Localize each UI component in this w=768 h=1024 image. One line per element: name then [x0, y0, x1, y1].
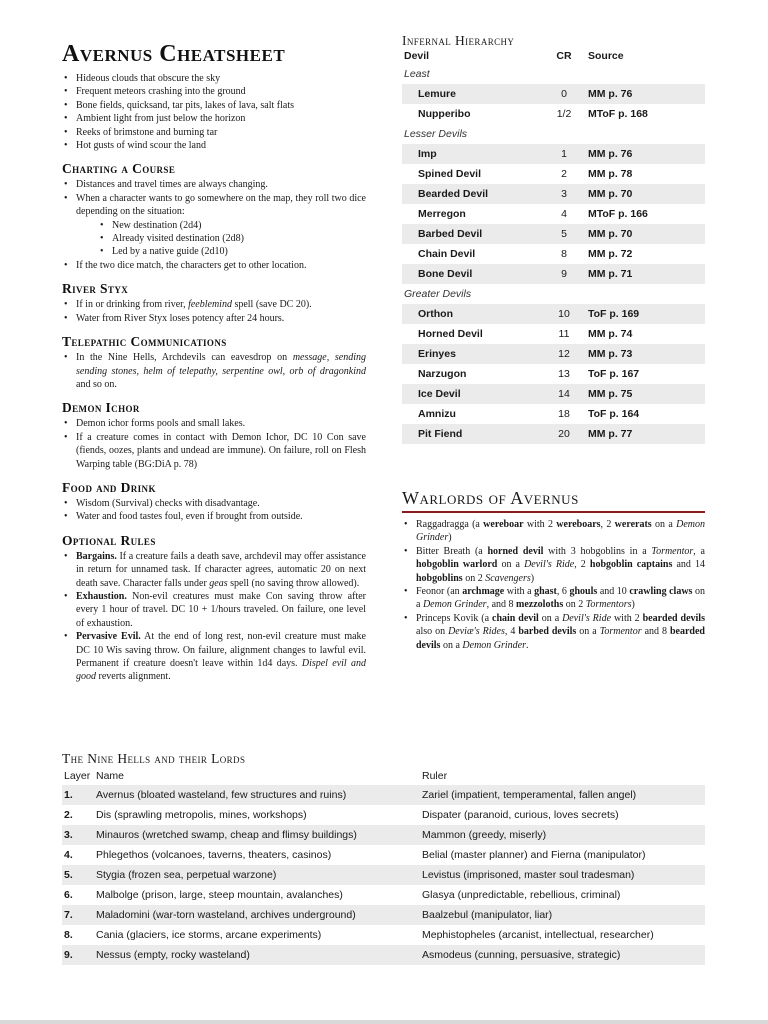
layer-ruler: Baalzebul (manipulator, liar)	[422, 909, 553, 921]
layer-ruler: Mephistopheles (arcanist, intellectual, researcher)	[422, 929, 654, 941]
devil-source: MM p. 70	[588, 188, 633, 200]
section-title-optional: Optional Rules	[62, 532, 156, 548]
text-span: , 2	[574, 559, 590, 571]
section-title-telepathic: Telepathic Communications	[62, 334, 227, 350]
vehicle: Demon Grinder	[462, 639, 527, 651]
infernal-hierarchy-table	[402, 34, 705, 444]
devil-cr: 5	[561, 228, 567, 240]
devil-name: Amnizu	[418, 408, 456, 420]
creature: hobgoblin warlord	[416, 559, 498, 571]
column-header-layer: Layer	[64, 770, 91, 782]
table-row	[62, 885, 705, 905]
creature: crawling claws	[629, 586, 693, 598]
layer-number: 6.	[64, 889, 73, 901]
layer-name: Minauros (wretched swamp, cheap and flimsy buildings)	[96, 829, 357, 841]
vehicle: Tormentor	[599, 626, 642, 638]
list-item	[402, 612, 705, 652]
devil-cr: 1/2	[556, 108, 572, 120]
table-row	[402, 84, 705, 104]
text-span: on a	[416, 586, 705, 611]
text-span: Raggadragga (a	[416, 519, 484, 530]
layer-number: 9.	[64, 949, 73, 961]
devil-cr: 14	[558, 388, 570, 400]
devil-source: MM p. 78	[588, 168, 633, 180]
table-row	[62, 865, 705, 885]
layer-name: Nessus (empty, rocky wasteland)	[96, 949, 250, 961]
text-span: on a	[538, 612, 563, 624]
list-item	[402, 585, 705, 612]
text-span: with 2	[523, 519, 557, 530]
list-item: • Demon ichor forms pools and small lakes.	[62, 417, 366, 430]
table-row	[62, 945, 705, 965]
creature: wereboars	[556, 519, 601, 530]
table-row	[402, 364, 705, 384]
text-span: and 8	[641, 626, 670, 638]
text-span: In the Nine Hells, Archdevils can eavesdrop on	[76, 352, 293, 364]
list-item: • Bone fields, quicksand, tar pits, lakes of lava, salt flats	[62, 99, 366, 112]
text-span: )	[631, 599, 635, 611]
devil-name: Horned Devil	[418, 328, 483, 340]
intro-list	[62, 72, 366, 152]
layer-ruler: Belial (master planner) and Fierna (manipulator)	[422, 849, 646, 861]
layer-ruler: Levistus (imprisoned, master soul tradesman)	[422, 869, 635, 881]
list-item: • Distances and travel times are always changing.	[62, 178, 366, 191]
list-item: • Ambient light from just below the horizon	[62, 112, 366, 125]
table-row	[402, 244, 705, 264]
table-row	[402, 424, 705, 444]
text-span: spell (no saving throw allowed).	[227, 577, 360, 589]
table-row	[62, 845, 705, 865]
devil-cr: 9	[561, 268, 567, 280]
devil-cr: 0	[561, 88, 567, 100]
category-label: Lesser Devils	[404, 128, 468, 140]
vehicle: Demon Grinder	[416, 519, 705, 544]
layer-name: Avernus (bloated wasteland, few structures and ruins)	[96, 789, 347, 801]
text-span: , a	[693, 545, 705, 557]
vehicle: Devil's Ride	[524, 559, 575, 571]
text-span: )	[530, 572, 535, 584]
page-title: Avernus Cheatsheet	[62, 41, 286, 67]
text-span: Feonor (an	[416, 586, 463, 598]
layer-number: 4.	[64, 849, 73, 861]
table-row	[402, 224, 705, 244]
item-names: message, sending sending stones, helm of telepathy, serpentine owl, orb of dragonkind	[76, 352, 366, 377]
devil-cr: 11	[558, 328, 570, 340]
creature: ghast	[534, 586, 557, 598]
column-header-name: Name	[96, 770, 125, 782]
text-span: , 2	[600, 519, 615, 530]
ichor-list	[62, 417, 366, 471]
devil-source: MM p. 77	[588, 428, 633, 440]
dice-sublist	[98, 219, 366, 259]
styx-list	[62, 298, 366, 325]
creature: hobgoblins	[416, 572, 463, 584]
text-span: spell (save DC 20).	[231, 299, 312, 311]
creature: bearded devils	[416, 626, 705, 651]
spell-name: Dispel evil and good	[76, 658, 366, 683]
vehicle: Scavengers	[485, 572, 531, 584]
telepathic-list	[62, 351, 366, 391]
devil-source: MM p. 76	[588, 88, 633, 100]
layer-name: Dis (sprawling metropolis, mines, workshops)	[96, 809, 307, 821]
table-row	[402, 404, 705, 424]
rule-label: Bargains.	[76, 550, 117, 562]
table-body	[62, 785, 705, 965]
creature: hobgoblin captains	[589, 559, 673, 571]
list-item: • If a creature comes in contact with Demon Ichor, DC 10 Con save (fiends, oozes, plants and undead are immune). On failure, roll on Flesh Warping table (BG:DiA p. 78)	[62, 431, 366, 471]
table-row	[402, 164, 705, 184]
devil-source: MM p. 73	[588, 348, 633, 360]
food-list	[62, 497, 366, 524]
sub-list-item: • New destination (2d4)	[98, 219, 366, 232]
devil-cr: 2	[561, 168, 567, 180]
list-item: • Frequent meteors crashing into the ground	[62, 85, 366, 98]
text-span: on a	[497, 559, 525, 571]
layer-ruler: Asmodeus (cunning, persuasive, strategic)	[422, 949, 621, 961]
text-span: on a	[651, 519, 677, 530]
list-item: • Reeks of brimstone and burning tar	[62, 126, 366, 139]
text-span: with 3 hobgoblins in a	[543, 545, 652, 557]
category-label: Least	[404, 68, 430, 80]
text-span: with a	[504, 586, 535, 598]
devil-name: Ice Devil	[418, 388, 461, 400]
text-span: )	[448, 532, 452, 544]
table-row	[402, 264, 705, 284]
text-span: on a	[440, 639, 463, 651]
devil-cr: 20	[558, 428, 570, 440]
category-label: Greater Devils	[404, 288, 472, 300]
devil-source: MToF p. 168	[588, 108, 648, 120]
devil-name: Narzugon	[418, 368, 467, 380]
devil-name: Nupperibo	[418, 108, 471, 120]
list-item	[402, 518, 705, 545]
table-row	[402, 304, 705, 324]
rule-label: Pervasive Evil.	[76, 631, 141, 643]
layer-ruler: Dispater (paranoid, curious, loves secrets)	[422, 809, 619, 821]
devil-source: ToF p. 164	[588, 408, 640, 420]
devil-name: Erinyes	[418, 348, 456, 360]
column-header-devil: Devil	[404, 50, 430, 62]
text-span: and 14	[672, 559, 705, 571]
text-span: If a creature fails a death save, archdevil may offer assistance in return for unnamed task. If character agrees, automatic 20 on next death save. Character falls under	[76, 550, 366, 589]
devil-cr: 1	[561, 148, 567, 160]
devil-source: ToF p. 167	[588, 368, 640, 380]
table-row	[402, 324, 705, 344]
devil-name: Chain Devil	[418, 248, 476, 260]
devil-name: Pit Fiend	[418, 428, 463, 440]
warlords-section	[402, 487, 705, 652]
list-item	[62, 298, 366, 311]
table-row	[402, 184, 705, 204]
layer-name: Maladomini (war-torn wasteland, archives underground)	[96, 909, 356, 921]
section-title-styx: River Styx	[62, 281, 129, 297]
layer-number: 5.	[64, 869, 73, 881]
creature: mezzoloths	[516, 599, 564, 611]
section-title-food: Food and Drink	[62, 479, 156, 495]
table-row	[62, 785, 705, 805]
category-row	[402, 124, 705, 144]
creature: wereboar	[483, 519, 524, 530]
column-header-ruler: Ruler	[422, 770, 448, 782]
table-body	[402, 64, 705, 444]
spell-name: feeblemind	[188, 299, 232, 311]
category-row	[402, 284, 705, 304]
text-span: on 2	[563, 599, 586, 611]
devil-source: MM p. 72	[588, 248, 633, 260]
table-title: The Nine Hells and their Lords	[62, 751, 246, 766]
layer-name: Stygia (frozen sea, perpetual warzone)	[96, 869, 277, 881]
text-span: and so on.	[76, 378, 117, 390]
table-row	[62, 925, 705, 945]
list-item: • Water and food tastes foul, even if brought from outside.	[62, 510, 366, 523]
text-span: .	[526, 639, 529, 651]
layer-ruler: Mammon (greedy, miserly)	[422, 829, 547, 841]
text-span: on 2	[462, 572, 486, 584]
table-row	[402, 204, 705, 224]
vehicle: Devil's Ride	[562, 612, 612, 624]
text-span: reverts alignment.	[96, 671, 171, 683]
devil-name: Lemure	[418, 88, 456, 100]
spell-name: geas	[209, 577, 228, 589]
devil-source: MM p. 76	[588, 148, 633, 160]
list-item-text: When a character wants to go somewhere on the map, they roll two dice depending on the situation:	[76, 192, 366, 218]
list-item: • Wisdom (Survival) checks with disadvantage.	[62, 497, 366, 510]
creature: archmage	[462, 586, 505, 598]
text-span: on a	[576, 626, 600, 638]
devil-name: Merregon	[418, 208, 466, 220]
page-bottom-edge	[0, 1020, 768, 1024]
table-row	[62, 905, 705, 925]
creature: bearded devils	[642, 612, 705, 624]
devil-name: Imp	[418, 148, 437, 160]
text-span: Non-evil creatures must make Con saving throw after every 1 hour of travel. DC 10 + 1/hours traveled. On failure, one level of exhaustion.	[76, 590, 366, 629]
sub-list-item: • Led by a native guide (2d10)	[98, 245, 366, 258]
devil-source: MM p. 74	[588, 328, 633, 340]
text-span: , 4	[504, 626, 519, 638]
table-header-row	[402, 48, 705, 64]
vehicle: Tormentors	[585, 599, 632, 611]
list-item	[62, 351, 366, 391]
creature: wererats	[614, 519, 652, 530]
table-row	[402, 144, 705, 164]
text-span: and 10	[597, 586, 630, 598]
text-span: If in or drinking from river,	[76, 299, 189, 311]
text-span: also on	[416, 626, 449, 638]
list-item: • If the two dice match, the characters get to other location.	[62, 259, 366, 272]
devil-cr: 12	[558, 348, 570, 360]
table-title: Infernal Hierarchy	[402, 33, 515, 48]
table-row	[62, 805, 705, 825]
column-header-source: Source	[588, 50, 624, 62]
vehicle: Deviæ's Rides	[448, 626, 505, 638]
text-span: with 2	[611, 612, 643, 624]
vehicle: Demon Grinder	[422, 599, 487, 611]
text-span: Princeps Kovik (a	[416, 612, 492, 624]
column-header-cr: CR	[556, 50, 572, 62]
section-title-charting: Charting a Course	[62, 161, 176, 177]
layer-name: Phlegethos (volcanoes, taverns, theaters, casinos)	[96, 849, 332, 861]
text-span: , 6	[556, 586, 570, 598]
devil-source: MM p. 75	[588, 388, 633, 400]
list-item	[402, 545, 705, 585]
category-row	[402, 64, 705, 84]
devil-source: MToF p. 166	[588, 208, 648, 220]
devil-source: MM p. 70	[588, 228, 633, 240]
creature: chain devil	[492, 612, 539, 624]
text-span: , and 8	[486, 599, 517, 611]
text-span: At the end of long rest, non-evil creature must make DC 10 Wis saving throw. On failure, alignment changes to lawful evil. Permanent if creature doesn't leave within 1d4 days.	[76, 631, 366, 669]
charting-list	[62, 178, 366, 272]
table-row	[402, 104, 705, 124]
table-row	[402, 344, 705, 364]
section-title-ichor: Demon Ichor	[62, 400, 140, 416]
list-item	[62, 590, 366, 630]
devil-cr: 3	[561, 188, 567, 200]
layer-number: 7.	[64, 909, 73, 921]
list-item: • Hideous clouds that obscure the sky	[62, 72, 366, 85]
creature: horned devil	[487, 545, 544, 557]
list-item	[62, 550, 366, 590]
layer-ruler: Zariel (impatient, temperamental, fallen angel)	[422, 789, 637, 801]
table-row	[62, 825, 705, 845]
devil-name: Bone Devil	[418, 268, 473, 280]
creature: barbed devils	[518, 626, 577, 638]
layer-name: Malbolge (prison, large, steep mountain, avalanches)	[96, 889, 343, 901]
devil-source: MM p. 71	[588, 268, 633, 280]
section-title-warlords: Warlords of Avernus	[402, 487, 705, 513]
creature: ghouls	[569, 586, 598, 598]
left-column	[62, 40, 366, 684]
devil-name: Spined Devil	[418, 168, 482, 180]
layer-name: Cania (glaciers, ice storms, arcane experiments)	[96, 929, 322, 941]
list-item	[62, 192, 366, 259]
devil-name: Orthon	[418, 308, 453, 320]
nine-hells-table	[62, 751, 705, 965]
table-header-row	[62, 767, 705, 785]
rule-label: Exhaustion.	[76, 590, 127, 602]
sub-list-item: • Already visited destination (2d8)	[98, 232, 366, 245]
devil-cr: 4	[561, 208, 567, 220]
warlords-list	[402, 518, 705, 652]
text-span: Bitter Breath (a	[416, 545, 488, 557]
list-item: • Hot gusts of wind scour the land	[62, 139, 366, 152]
list-item	[62, 630, 366, 684]
layer-number: 1.	[64, 789, 73, 801]
layer-ruler: Glasya (unpredictable, rebellious, criminal)	[422, 889, 621, 901]
list-item: • Water from River Styx loses potency after 24 hours.	[62, 312, 366, 325]
vehicle: Tormentor	[651, 545, 694, 557]
devil-source: ToF p. 169	[588, 308, 640, 320]
devil-name: Barbed Devil	[418, 228, 483, 240]
devil-cr: 18	[558, 408, 570, 420]
devil-name: Bearded Devil	[418, 188, 489, 200]
layer-number: 3.	[64, 829, 73, 841]
layer-number: 8.	[64, 929, 73, 941]
devil-cr: 8	[561, 248, 567, 260]
layer-number: 2.	[64, 809, 73, 821]
devil-cr: 10	[558, 308, 570, 320]
optional-rules-list	[62, 550, 366, 684]
table-row	[402, 384, 705, 404]
devil-cr: 13	[558, 368, 570, 380]
